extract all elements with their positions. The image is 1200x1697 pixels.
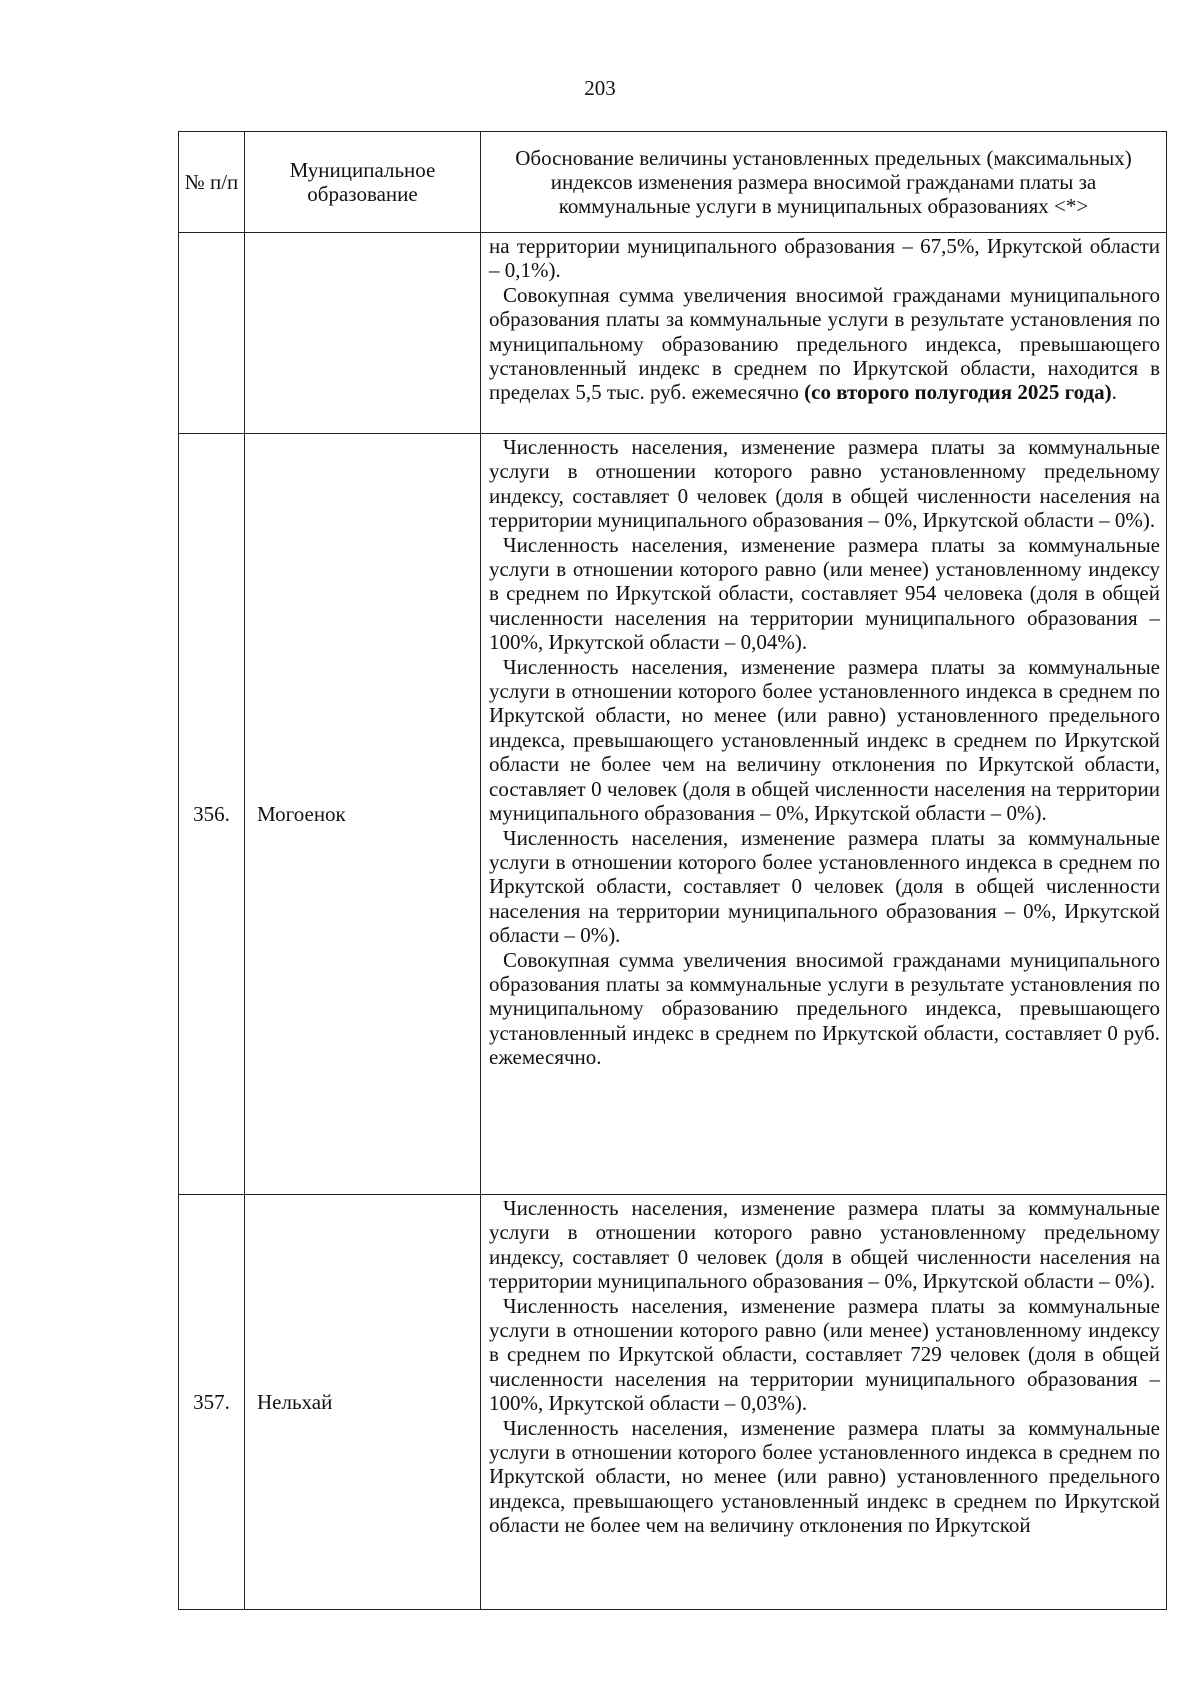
justification-paragraph: Численность населения, изменение размера платы за коммунальные услуги в отношении которого равно установленному предельному индексу, составляет 0 человек (доля в общей численности населения на территории муниципального образования – 0%, Иркутской области – 0%). (489, 435, 1160, 533)
table-row-357 (179, 1195, 1167, 1610)
justification-paragraph: Совокупная сумма увеличения вносимой гражданами муниципального образования платы за коммунальные услуги в результате установления по муниципальному образованию предельного индекса, превышающего установленный индекс в среднем по Иркутской области, составляет 0 руб. ежемесячно. (489, 947, 1160, 1070)
justification-paragraph: на территории муниципального образования – 67,5%, Иркутской области – 0,1%). (489, 234, 1160, 283)
justification-paragraph: Численность населения, изменение размера платы за коммунальные услуги в отношении которого более установленного индекса в среднем по Иркутской области, составляет 0 человек (доля в общей численности населения на территории муниципального образования – 0%, Иркутской области – 0%). (489, 825, 1160, 948)
header-municipality: Муниципальное образование (245, 132, 481, 233)
justification-paragraph: Численность населения, изменение размера платы за коммунальные услуги в отношении которого равно (или менее) установленному индексу в среднем по Иркутской области, составляет 954 человека (доля в общей численности населения на территории муниципального образования – 100%, Иркутской области – 0,04%). (489, 532, 1160, 655)
municipality-name: Могоенок (245, 434, 481, 1195)
justification-paragraph: Численность населения, изменение размера платы за коммунальные услуги в отношении которого более установленного индекса в среднем по Иркутской области, но менее (или равно) установленного предельного индекса, превышающего установленный индекс в среднем по Иркутской области не более чем на величину отклонения по Иркутской области, составляет 0 человек (доля в общей численности населения на территории муниципального образования – 0%, Иркутской области – 0%). (489, 654, 1160, 826)
justification-cell (481, 434, 1167, 1195)
row-number (179, 233, 245, 434)
justification-paragraph: Численность населения, изменение размера платы за коммунальные услуги в отношении которого равно (или менее) установленному индексу в среднем по Иркутской области, составляет 729 человек (доля в общей численности населения на территории муниципального образования – 100%, Иркутской области – 0,03%). (489, 1293, 1160, 1416)
page-number: 203 (584, 76, 616, 100)
justification-paragraph: Численность населения, изменение размера платы за коммунальные услуги в отношении которого равно установленному предельному индексу, составляет 0 человек (доля в общей численности населения на территории муниципального образования – 0%, Иркутской области – 0%). (489, 1196, 1160, 1294)
header-number: № п/п (179, 132, 245, 233)
table-row-continuation (179, 233, 1167, 434)
table-row-356 (179, 434, 1167, 1195)
tariff-index-table (178, 131, 1167, 1610)
municipality-name: Нельхай (245, 1195, 481, 1610)
row-number: 356. (179, 434, 245, 1195)
header-justification: Обоснование величины установленных предельных (максимальных) индексов изменения размера вносимой гражданами платы за коммунальные услуги в муниципальных образованиях <*> (481, 132, 1167, 233)
bold-period-note: (со второго полугодия 2025 года) (804, 380, 1112, 405)
justification-cell (481, 233, 1167, 434)
paragraph-text: Совокупная сумма увеличения вносимой гражданами муниципального образования платы за коммунальные услуги в результате установления по муниципальному образованию предельного индекса, превышающего установленный индекс в среднем по Иркутской области, находится в пределах 5,5 тыс. руб. ежемесячно (489, 282, 1160, 405)
justification-paragraph: Численность населения, изменение размера платы за коммунальные услуги в отношении которого более установленного индекса в среднем по Иркутской области, но менее (или равно) установленного предельного индекса, превышающего установленный индекс в среднем по Иркутской области не более чем на величину отклонения по Иркутской (489, 1415, 1160, 1538)
paragraph-end: . (1111, 380, 1117, 405)
table-header-row (179, 132, 1167, 233)
row-number: 357. (179, 1195, 245, 1610)
municipality-name (245, 233, 481, 434)
justification-paragraph (489, 283, 1160, 405)
justification-cell (481, 1195, 1167, 1610)
